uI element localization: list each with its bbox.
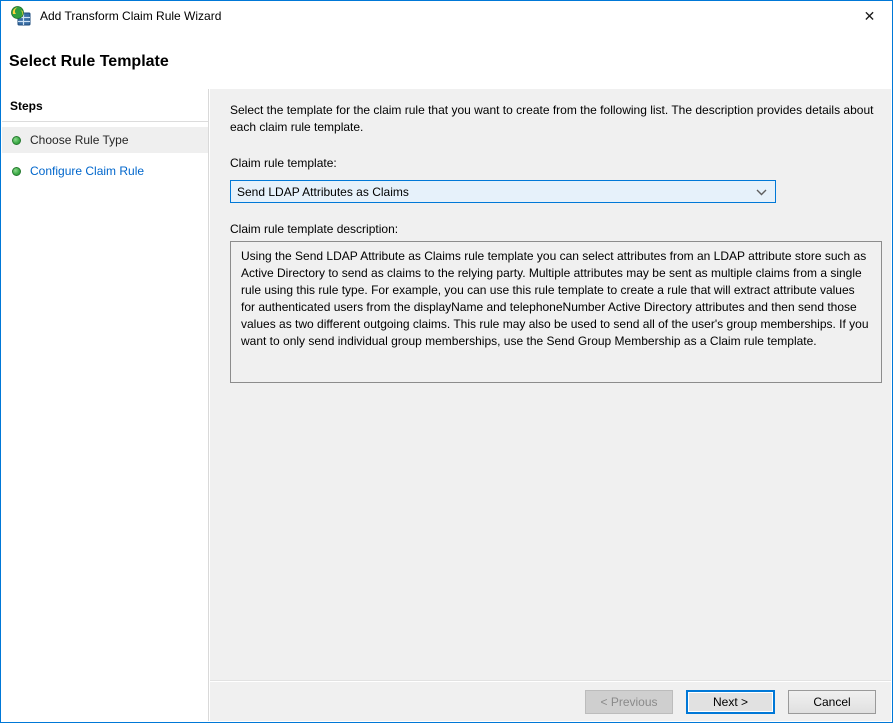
- steps-sidebar: [2, 89, 209, 721]
- title-bar: [1, 1, 892, 31]
- page-title: Select Rule Template: [9, 53, 169, 70]
- chevron-down-icon: [756, 183, 767, 201]
- claim-rule-description-label: Claim rule template description:: [230, 222, 399, 236]
- next-button[interactable]: Next >: [686, 690, 775, 714]
- button-bar: [210, 680, 891, 721]
- previous-button[interactable]: < Previous: [585, 690, 673, 714]
- step-item-configure-claim-rule[interactable]: [2, 158, 208, 184]
- main-pane: [210, 89, 891, 721]
- green-dot-icon: [12, 167, 21, 176]
- claim-rule-template-label: Claim rule template:: [230, 156, 337, 170]
- close-icon[interactable]: ✕: [863, 7, 876, 24]
- steps-header: Steps: [2, 89, 208, 122]
- step-label: Configure Claim Rule: [30, 164, 145, 178]
- cancel-button[interactable]: Cancel: [788, 690, 876, 714]
- step-label: Choose Rule Type: [30, 133, 129, 147]
- claim-rule-wizard-icon: [11, 6, 31, 26]
- claim-rule-template-dropdown[interactable]: [230, 180, 776, 203]
- window-title: Add Transform Claim Rule Wizard: [40, 9, 222, 23]
- claim-rule-description-box: Using the Send LDAP Attribute as Claims rule template you can select attributes from an LDAP attribute store such as Active Directory to send as claims to the relying party. Multiple attributes may be sent as multiple claims from a single rule using this rule type. For example, you can use this rule template to create a rule that will extract attribute values for authenticated users from the displayName and telephoneNumber Active Directory attributes and then send those values as two different outgoing claims. This rule may also be used to send all of the user's group memberships. If you want to only send individual group memberships, use the Send Group Membership as a Claim rule template.: [230, 241, 882, 383]
- green-dot-icon: [12, 136, 21, 145]
- wizard-content: [2, 89, 891, 721]
- dropdown-selected-value: Send LDAP Attributes as Claims: [237, 184, 409, 199]
- step-item-choose-rule-type[interactable]: [2, 127, 208, 153]
- intro-text: Select the template for the claim rule that you want to create from the following list. The description provides details about each claim rule template.: [230, 103, 874, 134]
